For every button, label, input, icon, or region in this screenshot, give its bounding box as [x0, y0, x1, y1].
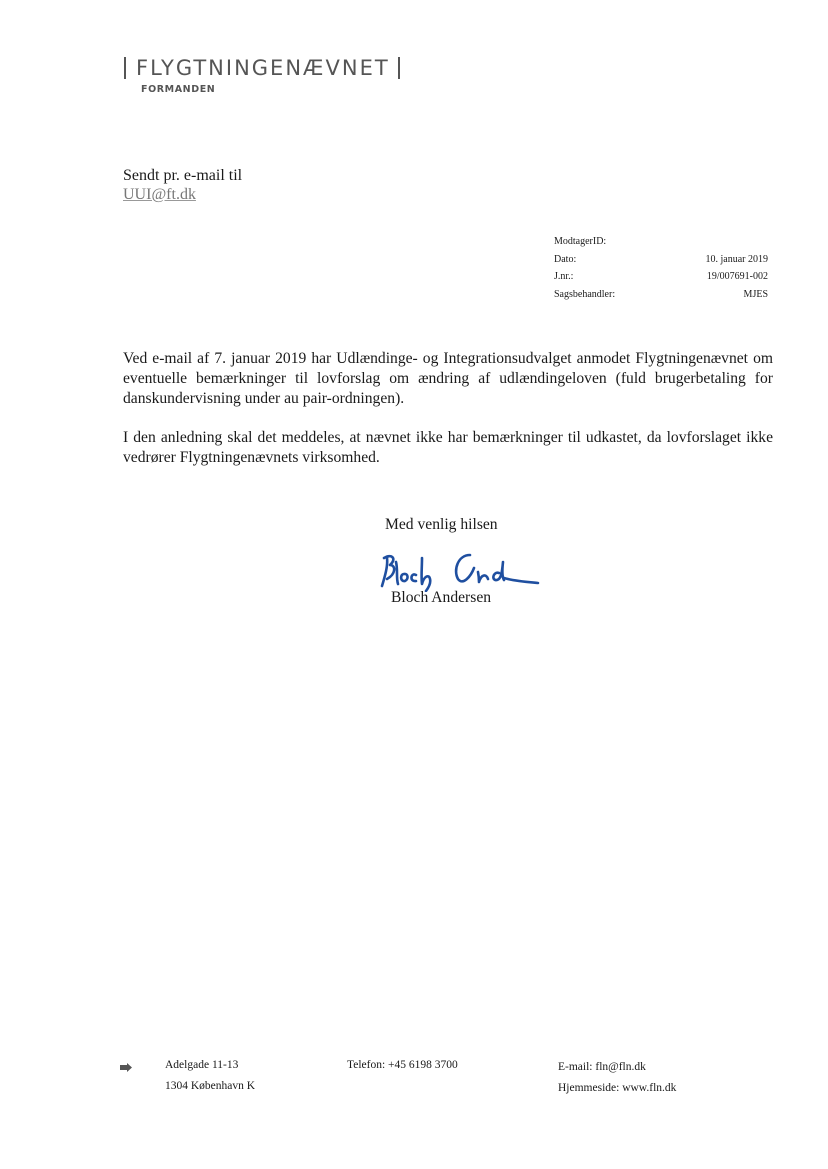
- closing-greeting: Med venlig hilsen: [385, 516, 498, 533]
- logo-bar-right: [398, 57, 400, 79]
- body-paragraph-2: I den anledning skal det meddeles, at nævnet ikke har bemærkninger til udkastet, da lovforslaget ikke vedrører Flygtningenævnets virksomhed.: [123, 429, 773, 466]
- meta-row-date: [554, 254, 768, 272]
- meta-label: Dato:: [554, 253, 577, 265]
- meta-value: 10. januar 2019: [705, 253, 768, 265]
- footer-address-line-1: Adelgade 11-13: [165, 1059, 239, 1071]
- meta-row-recipient-id: [554, 236, 768, 254]
- arrow-marker-icon: [120, 1063, 132, 1072]
- body-paragraph-1: Ved e-mail af 7. januar 2019 har Udlændinge- og Integrationsudvalget anmodet Flygtningenævnet om eventuelle bemærkninger til lovforslag om ændring af udlændingeloven (fuld brugerbetaling for danskundervisning under au pair-ordningen).: [123, 350, 773, 407]
- meta-row-case-number: [554, 271, 768, 289]
- recipient-email-link[interactable]: UUI@ft.dk: [123, 186, 196, 203]
- footer-email[interactable]: E-mail: fln@fln.dk: [558, 1061, 646, 1073]
- footer-contact: [558, 1057, 676, 1099]
- meta-label: J.nr.:: [554, 271, 574, 282]
- meta-label: Sagsbehandler:: [554, 288, 616, 300]
- footer-address: [165, 1055, 255, 1097]
- org-logo: [124, 56, 400, 80]
- handwritten-signature: [378, 546, 543, 592]
- org-name: FLYGTNINGENÆVNET: [136, 56, 390, 80]
- sent-line: Sendt pr. e-mail til: [123, 167, 243, 184]
- logo-bar-left: [124, 57, 126, 79]
- meta-label: ModtagerID:: [554, 236, 607, 247]
- footer-address-line-2: 1304 København K: [165, 1080, 256, 1092]
- meta-block: [554, 236, 768, 306]
- footer-website[interactable]: Hjemmeside: www.fln.dk: [558, 1082, 677, 1094]
- meta-row-case-handler: [554, 289, 768, 307]
- footer-phone: Telefon: +45 6198 3700: [347, 1059, 458, 1071]
- org-subtitle: FORMANDEN: [141, 84, 216, 95]
- meta-value: 19/007691-002: [706, 271, 768, 282]
- signer-name: Bloch Andersen: [391, 589, 492, 606]
- meta-value: MJES: [743, 288, 768, 300]
